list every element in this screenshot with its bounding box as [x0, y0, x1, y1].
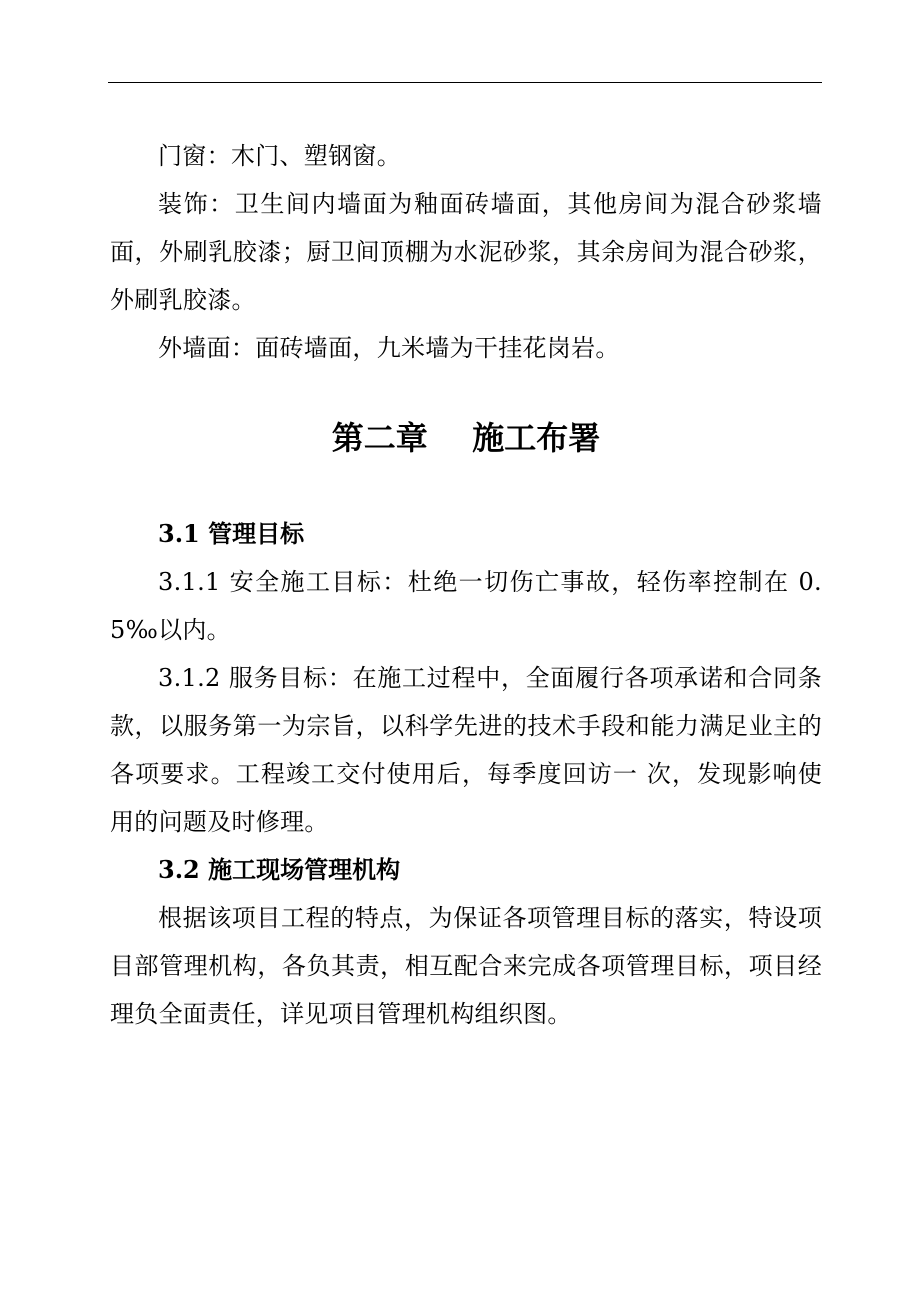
section-heading-3-2: 3.2 施工现场管理机构 — [158, 855, 401, 884]
paragraph-service-target: 3.1.2 服务目标：在施工过程中，全面履行各项承诺和合同条款，以服务第一为宗旨，以科学先进的技术手段和能力满足业主的各项要求。工程竣工交付使用后，每季度回访一 次，发现影响使用的问题及时修理。 — [110, 664, 822, 836]
document-content — [110, 132, 822, 1038]
chapter-title: 第二章 施工布署 — [331, 419, 601, 457]
header-rule — [108, 82, 822, 83]
paragraph-site-management: 根据该项目工程的特点，为保证各项管理目标的落实，特设项目部管理机构，各负其责，相互配合来完成各项管理目标，项目经理负全面责任，详见项目管理机构组织图。 — [110, 904, 822, 1028]
section-heading-3-1: 3.1 管理目标 — [158, 519, 305, 548]
paragraph-doors-windows: 门窗：木门、塑钢窗。 — [158, 142, 401, 170]
paragraph-safety-target: 3.1.1 安全施工目标：杜绝一切伤亡事故，轻伤率控制在 0.5‰以内。 — [110, 568, 822, 644]
paragraph-decoration: 装饰：卫生间内墙面为釉面砖墙面，其他房间为混合砂浆墙面，外刷乳胶漆；厨卫间顶棚为水泥砂浆，其余房间为混合砂浆，外刷乳胶漆。 — [110, 190, 822, 314]
paragraph-exterior-wall: 外墙面：面砖墙面，九米墙为干挂花岗岩。 — [158, 334, 620, 362]
